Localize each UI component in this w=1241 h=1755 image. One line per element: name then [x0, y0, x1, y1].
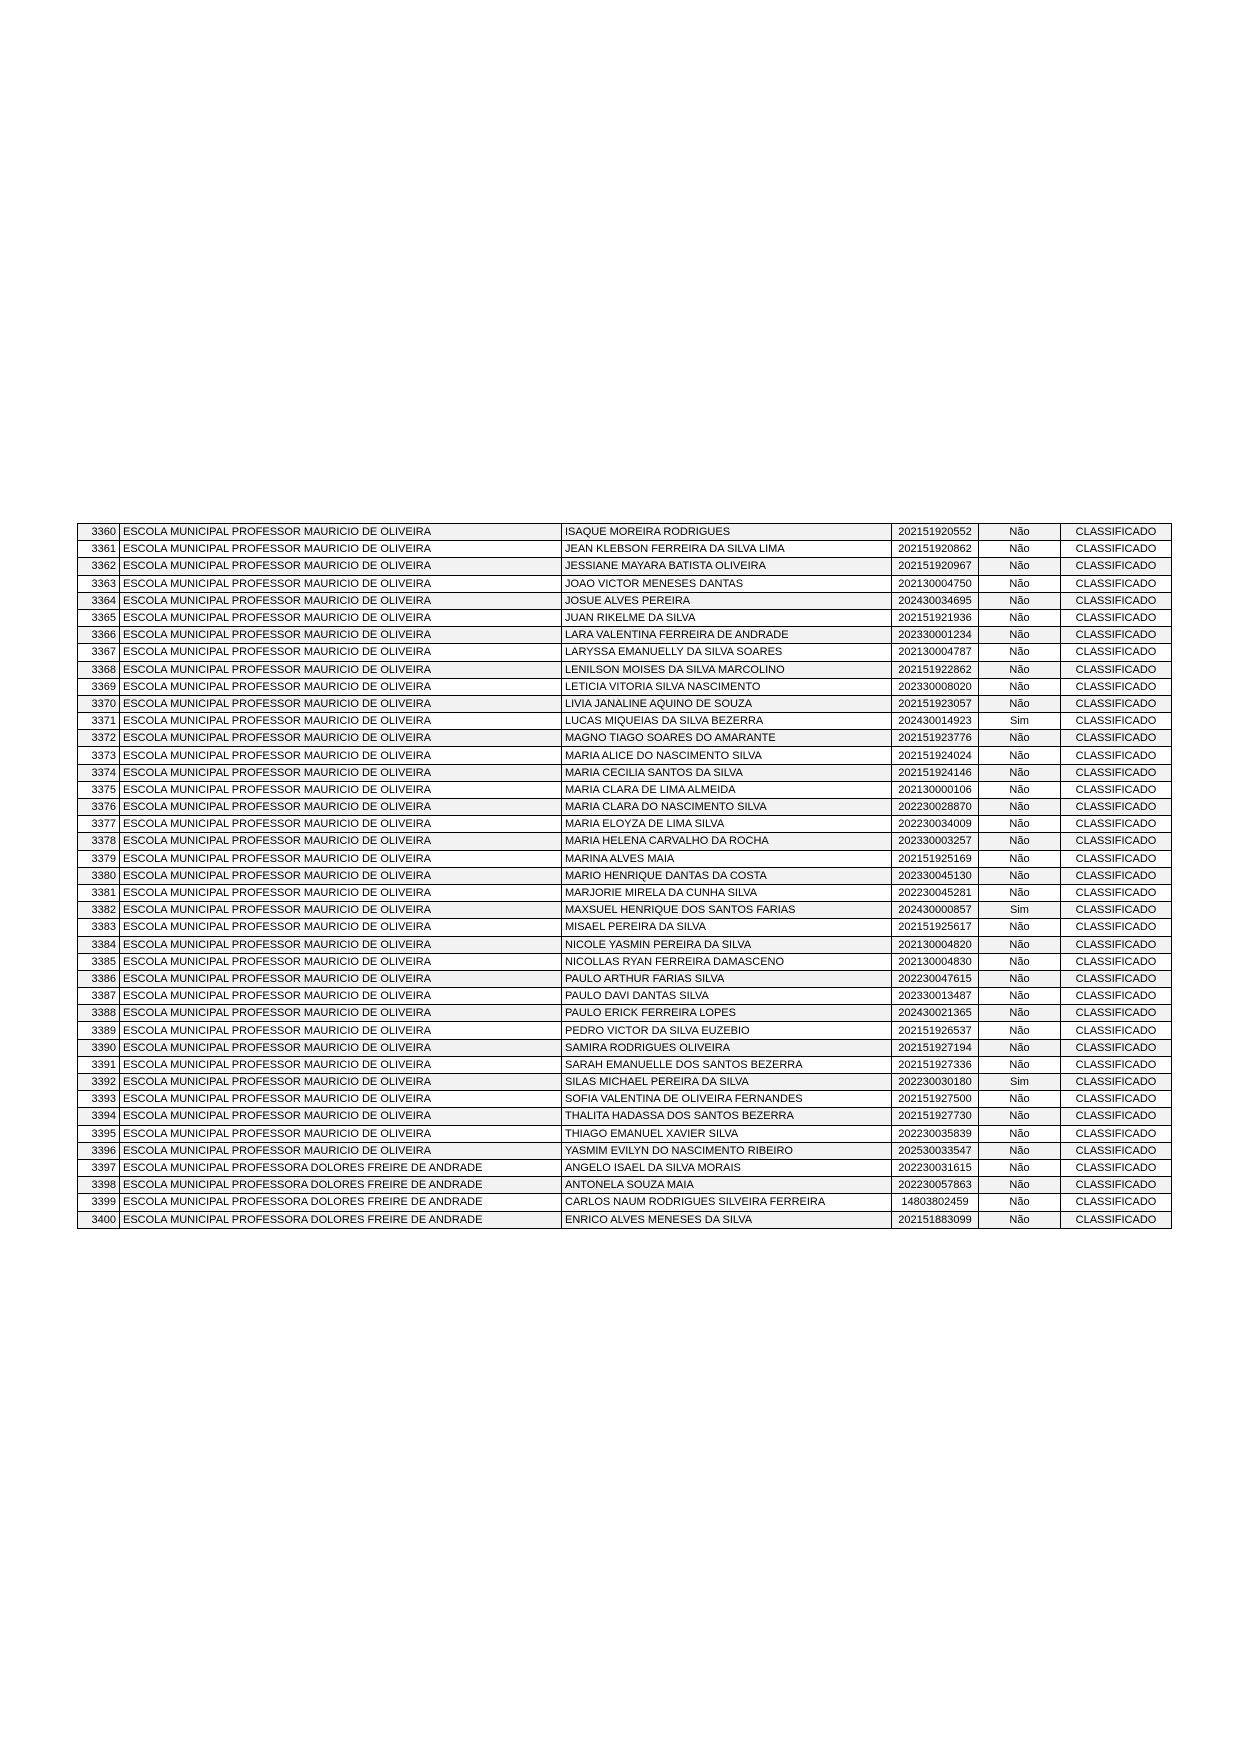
table-body — [78, 524, 1172, 1229]
quota-flag: Não — [979, 1039, 1061, 1056]
school-name: ESCOLA MUNICIPAL PROFESSORA DOLORES FREIRE DE ANDRADE — [120, 1211, 562, 1228]
status-label: CLASSIFICADO — [1061, 1091, 1172, 1108]
school-name: ESCOLA MUNICIPAL PROFESSOR MAURICIO DE OLIVEIRA — [120, 1039, 562, 1056]
table-row — [78, 747, 1172, 764]
status-label: CLASSIFICADO — [1061, 1125, 1172, 1142]
row-number: 3373 — [78, 747, 120, 764]
school-name: ESCOLA MUNICIPAL PROFESSOR MAURICIO DE OLIVEIRA — [120, 541, 562, 558]
student-name: YASMIM EVILYN DO NASCIMENTO RIBEIRO — [562, 1142, 892, 1159]
student-name: LARA VALENTINA FERREIRA DE ANDRADE — [562, 627, 892, 644]
student-name: ANGELO ISAEL DA SILVA MORAIS — [562, 1159, 892, 1176]
row-number: 3398 — [78, 1177, 120, 1194]
registration-code: 202151921936 — [892, 609, 979, 626]
status-label: CLASSIFICADO — [1061, 1108, 1172, 1125]
school-name: ESCOLA MUNICIPAL PROFESSOR MAURICIO DE OLIVEIRA — [120, 1142, 562, 1159]
table-row — [78, 1159, 1172, 1176]
registration-code: 202230031615 — [892, 1159, 979, 1176]
registration-code: 202230030180 — [892, 1074, 979, 1091]
status-label: CLASSIFICADO — [1061, 1159, 1172, 1176]
row-number: 3392 — [78, 1074, 120, 1091]
student-name: THIAGO EMANUEL XAVIER SILVA — [562, 1125, 892, 1142]
quota-flag: Não — [979, 730, 1061, 747]
registration-code: 202130000106 — [892, 781, 979, 798]
row-number: 3362 — [78, 558, 120, 575]
registration-code: 202230035839 — [892, 1125, 979, 1142]
table-row — [78, 1056, 1172, 1073]
status-label: CLASSIFICADO — [1061, 609, 1172, 626]
status-label: CLASSIFICADO — [1061, 1005, 1172, 1022]
school-name: ESCOLA MUNICIPAL PROFESSOR MAURICIO DE OLIVEIRA — [120, 644, 562, 661]
status-label: CLASSIFICADO — [1061, 541, 1172, 558]
student-name: NICOLLAS RYAN FERREIRA DAMASCENO — [562, 953, 892, 970]
status-label: CLASSIFICADO — [1061, 661, 1172, 678]
table-row — [78, 1108, 1172, 1125]
table-row — [78, 1005, 1172, 1022]
registration-code: 202130004820 — [892, 936, 979, 953]
quota-flag: Não — [979, 524, 1061, 541]
table-row — [78, 1074, 1172, 1091]
status-label: CLASSIFICADO — [1061, 850, 1172, 867]
school-name: ESCOLA MUNICIPAL PROFESSOR MAURICIO DE OLIVEIRA — [120, 936, 562, 953]
table-row — [78, 953, 1172, 970]
quota-flag: Não — [979, 558, 1061, 575]
status-label: CLASSIFICADO — [1061, 884, 1172, 901]
row-number: 3394 — [78, 1108, 120, 1125]
row-number: 3371 — [78, 713, 120, 730]
student-name: MARIA ALICE DO NASCIMENTO SILVA — [562, 747, 892, 764]
table-row — [78, 661, 1172, 678]
status-label: CLASSIFICADO — [1061, 695, 1172, 712]
student-name: JOSUE ALVES PEREIRA — [562, 592, 892, 609]
row-number: 3367 — [78, 644, 120, 661]
status-label: CLASSIFICADO — [1061, 919, 1172, 936]
table-row — [78, 970, 1172, 987]
status-label: CLASSIFICADO — [1061, 833, 1172, 850]
row-number: 3372 — [78, 730, 120, 747]
student-name: MISAEL PEREIRA DA SILVA — [562, 919, 892, 936]
status-label: CLASSIFICADO — [1061, 799, 1172, 816]
quota-flag: Não — [979, 541, 1061, 558]
school-name: ESCOLA MUNICIPAL PROFESSOR MAURICIO DE OLIVEIRA — [120, 558, 562, 575]
registration-code: 202151883099 — [892, 1211, 979, 1228]
quota-flag: Não — [979, 799, 1061, 816]
student-name: LUCAS MIQUEIAS DA SILVA BEZERRA — [562, 713, 892, 730]
school-name: ESCOLA MUNICIPAL PROFESSOR MAURICIO DE OLIVEIRA — [120, 730, 562, 747]
student-name: SOFIA VALENTINA DE OLIVEIRA FERNANDES — [562, 1091, 892, 1108]
table-row — [78, 1211, 1172, 1228]
registration-code: 202130004787 — [892, 644, 979, 661]
table-row — [78, 575, 1172, 592]
school-name: ESCOLA MUNICIPAL PROFESSORA DOLORES FREIRE DE ANDRADE — [120, 1177, 562, 1194]
row-number: 3369 — [78, 678, 120, 695]
status-label: CLASSIFICADO — [1061, 953, 1172, 970]
table-row — [78, 524, 1172, 541]
student-name: MARINA ALVES MAIA — [562, 850, 892, 867]
student-name: PEDRO VICTOR DA SILVA EUZEBIO — [562, 1022, 892, 1039]
quota-flag: Não — [979, 970, 1061, 987]
school-name: ESCOLA MUNICIPAL PROFESSOR MAURICIO DE OLIVEIRA — [120, 816, 562, 833]
row-number: 3393 — [78, 1091, 120, 1108]
registration-code: 202230028870 — [892, 799, 979, 816]
table-row — [78, 902, 1172, 919]
status-label: CLASSIFICADO — [1061, 644, 1172, 661]
registration-code: 202330003257 — [892, 833, 979, 850]
status-label: CLASSIFICADO — [1061, 524, 1172, 541]
row-number: 3361 — [78, 541, 120, 558]
quota-flag: Não — [979, 850, 1061, 867]
quota-flag: Não — [979, 764, 1061, 781]
row-number: 3364 — [78, 592, 120, 609]
student-name: LENILSON MOISES DA SILVA MARCOLINO — [562, 661, 892, 678]
school-name: ESCOLA MUNICIPAL PROFESSOR MAURICIO DE OLIVEIRA — [120, 781, 562, 798]
quota-flag: Não — [979, 1142, 1061, 1159]
status-label: CLASSIFICADO — [1061, 592, 1172, 609]
student-name: PAULO ERICK FERREIRA LOPES — [562, 1005, 892, 1022]
table-row — [78, 799, 1172, 816]
registration-code: 202130004830 — [892, 953, 979, 970]
school-name: ESCOLA MUNICIPAL PROFESSORA DOLORES FREIRE DE ANDRADE — [120, 1159, 562, 1176]
quota-flag: Não — [979, 867, 1061, 884]
status-label: CLASSIFICADO — [1061, 558, 1172, 575]
status-label: CLASSIFICADO — [1061, 1211, 1172, 1228]
registration-code: 202330013487 — [892, 988, 979, 1005]
row-number: 3387 — [78, 988, 120, 1005]
row-number: 3397 — [78, 1159, 120, 1176]
school-name: ESCOLA MUNICIPAL PROFESSOR MAURICIO DE OLIVEIRA — [120, 678, 562, 695]
status-label: CLASSIFICADO — [1061, 816, 1172, 833]
student-name: MAGNO TIAGO SOARES DO AMARANTE — [562, 730, 892, 747]
status-label: CLASSIFICADO — [1061, 1142, 1172, 1159]
status-label: CLASSIFICADO — [1061, 627, 1172, 644]
status-label: CLASSIFICADO — [1061, 1056, 1172, 1073]
school-name: ESCOLA MUNICIPAL PROFESSOR MAURICIO DE OLIVEIRA — [120, 627, 562, 644]
school-name: ESCOLA MUNICIPAL PROFESSOR MAURICIO DE OLIVEIRA — [120, 799, 562, 816]
registration-code: 202151920552 — [892, 524, 979, 541]
quota-flag: Não — [979, 833, 1061, 850]
school-name: ESCOLA MUNICIPAL PROFESSOR MAURICIO DE OLIVEIRA — [120, 661, 562, 678]
document-page — [77, 523, 1171, 1229]
row-number: 3384 — [78, 936, 120, 953]
student-name: MARIA ELOYZA DE LIMA SILVA — [562, 816, 892, 833]
table-row — [78, 1091, 1172, 1108]
student-name: LETICIA VITORIA SILVA NASCIMENTO — [562, 678, 892, 695]
row-number: 3370 — [78, 695, 120, 712]
table-row — [78, 833, 1172, 850]
status-label: CLASSIFICADO — [1061, 988, 1172, 1005]
quota-flag: Não — [979, 592, 1061, 609]
row-number: 3385 — [78, 953, 120, 970]
school-name: ESCOLA MUNICIPAL PROFESSOR MAURICIO DE OLIVEIRA — [120, 1091, 562, 1108]
row-number: 3389 — [78, 1022, 120, 1039]
school-name: ESCOLA MUNICIPAL PROFESSOR MAURICIO DE OLIVEIRA — [120, 833, 562, 850]
status-label: CLASSIFICADO — [1061, 678, 1172, 695]
registration-code: 202151927500 — [892, 1091, 979, 1108]
school-name: ESCOLA MUNICIPAL PROFESSOR MAURICIO DE OLIVEIRA — [120, 1022, 562, 1039]
student-name: MARIO HENRIQUE DANTAS DA COSTA — [562, 867, 892, 884]
school-name: ESCOLA MUNICIPAL PROFESSOR MAURICIO DE OLIVEIRA — [120, 884, 562, 901]
quota-flag: Não — [979, 747, 1061, 764]
row-number: 3366 — [78, 627, 120, 644]
student-name: PAULO ARTHUR FARIAS SILVA — [562, 970, 892, 987]
quota-flag: Não — [979, 1194, 1061, 1211]
registration-code: 202151920862 — [892, 541, 979, 558]
student-name: PAULO DAVI DANTAS SILVA — [562, 988, 892, 1005]
student-name: ENRICO ALVES MENESES DA SILVA — [562, 1211, 892, 1228]
student-name: THALITA HADASSA DOS SANTOS BEZERRA — [562, 1108, 892, 1125]
table-row — [78, 678, 1172, 695]
registration-code: 202151924024 — [892, 747, 979, 764]
row-number: 3386 — [78, 970, 120, 987]
quota-flag: Não — [979, 1022, 1061, 1039]
quota-flag: Não — [979, 575, 1061, 592]
school-name: ESCOLA MUNICIPAL PROFESSOR MAURICIO DE OLIVEIRA — [120, 764, 562, 781]
table-row — [78, 1142, 1172, 1159]
quota-flag: Não — [979, 1005, 1061, 1022]
registration-code: 202330008020 — [892, 678, 979, 695]
status-label: CLASSIFICADO — [1061, 1194, 1172, 1211]
row-number: 3376 — [78, 799, 120, 816]
school-name: ESCOLA MUNICIPAL PROFESSOR MAURICIO DE OLIVEIRA — [120, 867, 562, 884]
quota-flag: Não — [979, 953, 1061, 970]
school-name: ESCOLA MUNICIPAL PROFESSOR MAURICIO DE OLIVEIRA — [120, 695, 562, 712]
quota-flag: Não — [979, 661, 1061, 678]
student-name: MARIA CLARA DO NASCIMENTO SILVA — [562, 799, 892, 816]
row-number: 3365 — [78, 609, 120, 626]
row-number: 3368 — [78, 661, 120, 678]
classification-table — [77, 523, 1172, 1229]
table-row — [78, 1022, 1172, 1039]
registration-code: 202230034009 — [892, 816, 979, 833]
registration-code: 202151926537 — [892, 1022, 979, 1039]
registration-code: 202151927194 — [892, 1039, 979, 1056]
student-name: MARIA HELENA CARVALHO DA ROCHA — [562, 833, 892, 850]
quota-flag: Não — [979, 1108, 1061, 1125]
status-label: CLASSIFICADO — [1061, 902, 1172, 919]
quota-flag: Não — [979, 988, 1061, 1005]
school-name: ESCOLA MUNICIPAL PROFESSOR MAURICIO DE OLIVEIRA — [120, 1056, 562, 1073]
student-name: MARIA CLARA DE LIMA ALMEIDA — [562, 781, 892, 798]
registration-code: 202230057863 — [892, 1177, 979, 1194]
student-name: SARAH EMANUELLE DOS SANTOS BEZERRA — [562, 1056, 892, 1073]
school-name: ESCOLA MUNICIPAL PROFESSOR MAURICIO DE OLIVEIRA — [120, 953, 562, 970]
registration-code: 202151925169 — [892, 850, 979, 867]
student-name: JOAO VICTOR MENESES DANTAS — [562, 575, 892, 592]
quota-flag: Não — [979, 781, 1061, 798]
quota-flag: Sim — [979, 713, 1061, 730]
row-number: 3381 — [78, 884, 120, 901]
registration-code: 202151923057 — [892, 695, 979, 712]
status-label: CLASSIFICADO — [1061, 747, 1172, 764]
table-row — [78, 936, 1172, 953]
school-name: ESCOLA MUNICIPAL PROFESSOR MAURICIO DE OLIVEIRA — [120, 575, 562, 592]
student-name: MARJORIE MIRELA DA CUNHA SILVA — [562, 884, 892, 901]
status-label: CLASSIFICADO — [1061, 781, 1172, 798]
row-number: 3379 — [78, 850, 120, 867]
student-name: MAXSUEL HENRIQUE DOS SANTOS FARIAS — [562, 902, 892, 919]
status-label: CLASSIFICADO — [1061, 970, 1172, 987]
row-number: 3390 — [78, 1039, 120, 1056]
registration-code: 202230047615 — [892, 970, 979, 987]
quota-flag: Não — [979, 1091, 1061, 1108]
student-name: LIVIA JANALINE AQUINO DE SOUZA — [562, 695, 892, 712]
registration-code: 202151925617 — [892, 919, 979, 936]
quota-flag: Sim — [979, 1074, 1061, 1091]
school-name: ESCOLA MUNICIPAL PROFESSOR MAURICIO DE OLIVEIRA — [120, 919, 562, 936]
quota-flag: Sim — [979, 902, 1061, 919]
school-name: ESCOLA MUNICIPAL PROFESSOR MAURICIO DE OLIVEIRA — [120, 609, 562, 626]
student-name: JUAN RIKELME DA SILVA — [562, 609, 892, 626]
registration-code: 202330001234 — [892, 627, 979, 644]
registration-code: 202151923776 — [892, 730, 979, 747]
quota-flag: Não — [979, 678, 1061, 695]
quota-flag: Não — [979, 1159, 1061, 1176]
table-row — [78, 1125, 1172, 1142]
student-name: MARIA CECILIA SANTOS DA SILVA — [562, 764, 892, 781]
school-name: ESCOLA MUNICIPAL PROFESSOR MAURICIO DE OLIVEIRA — [120, 1108, 562, 1125]
quota-flag: Não — [979, 1056, 1061, 1073]
row-number: 3395 — [78, 1125, 120, 1142]
registration-code: 202430014923 — [892, 713, 979, 730]
table-row — [78, 884, 1172, 901]
row-number: 3391 — [78, 1056, 120, 1073]
school-name: ESCOLA MUNICIPAL PROFESSOR MAURICIO DE OLIVEIRA — [120, 850, 562, 867]
table-row — [78, 627, 1172, 644]
status-label: CLASSIFICADO — [1061, 1022, 1172, 1039]
registration-code: 202151922862 — [892, 661, 979, 678]
student-name: JESSIANE MAYARA BATISTA OLIVEIRA — [562, 558, 892, 575]
table-row — [78, 850, 1172, 867]
registration-code: 202530033547 — [892, 1142, 979, 1159]
quota-flag: Não — [979, 1177, 1061, 1194]
quota-flag: Não — [979, 609, 1061, 626]
row-number: 3378 — [78, 833, 120, 850]
school-name: ESCOLA MUNICIPAL PROFESSORA DOLORES FREIRE DE ANDRADE — [120, 1194, 562, 1211]
quota-flag: Não — [979, 919, 1061, 936]
row-number: 3375 — [78, 781, 120, 798]
table-row — [78, 713, 1172, 730]
school-name: ESCOLA MUNICIPAL PROFESSOR MAURICIO DE OLIVEIRA — [120, 902, 562, 919]
school-name: ESCOLA MUNICIPAL PROFESSOR MAURICIO DE OLIVEIRA — [120, 1005, 562, 1022]
registration-code: 202151927730 — [892, 1108, 979, 1125]
registration-code: 202430021365 — [892, 1005, 979, 1022]
status-label: CLASSIFICADO — [1061, 1039, 1172, 1056]
status-label: CLASSIFICADO — [1061, 936, 1172, 953]
school-name: ESCOLA MUNICIPAL PROFESSOR MAURICIO DE OLIVEIRA — [120, 747, 562, 764]
quota-flag: Não — [979, 884, 1061, 901]
student-name: SAMIRA RODRIGUES OLIVEIRA — [562, 1039, 892, 1056]
row-number: 3374 — [78, 764, 120, 781]
row-number: 3380 — [78, 867, 120, 884]
table-row — [78, 541, 1172, 558]
status-label: CLASSIFICADO — [1061, 867, 1172, 884]
table-row — [78, 1177, 1172, 1194]
table-row — [78, 592, 1172, 609]
status-label: CLASSIFICADO — [1061, 764, 1172, 781]
table-row — [78, 816, 1172, 833]
table-row — [78, 988, 1172, 1005]
quota-flag: Não — [979, 1125, 1061, 1142]
quota-flag: Não — [979, 695, 1061, 712]
student-name: ISAQUE MOREIRA RODRIGUES — [562, 524, 892, 541]
registration-code: 202151927336 — [892, 1056, 979, 1073]
school-name: ESCOLA MUNICIPAL PROFESSOR MAURICIO DE OLIVEIRA — [120, 713, 562, 730]
row-number: 3399 — [78, 1194, 120, 1211]
registration-code: 202230045281 — [892, 884, 979, 901]
registration-code: 202151920967 — [892, 558, 979, 575]
quota-flag: Não — [979, 627, 1061, 644]
school-name: ESCOLA MUNICIPAL PROFESSOR MAURICIO DE OLIVEIRA — [120, 988, 562, 1005]
quota-flag: Não — [979, 936, 1061, 953]
table-row — [78, 919, 1172, 936]
row-number: 3396 — [78, 1142, 120, 1159]
registration-code: 202130004750 — [892, 575, 979, 592]
table-row — [78, 781, 1172, 798]
row-number: 3400 — [78, 1211, 120, 1228]
table-row — [78, 695, 1172, 712]
school-name: ESCOLA MUNICIPAL PROFESSOR MAURICIO DE OLIVEIRA — [120, 592, 562, 609]
student-name: JEAN KLEBSON FERREIRA DA SILVA LIMA — [562, 541, 892, 558]
status-label: CLASSIFICADO — [1061, 1177, 1172, 1194]
table-row — [78, 1194, 1172, 1211]
table-row — [78, 558, 1172, 575]
student-name: CARLOS NAUM RODRIGUES SILVEIRA FERREIRA — [562, 1194, 892, 1211]
row-number: 3383 — [78, 919, 120, 936]
table-row — [78, 1039, 1172, 1056]
registration-code: 202430034695 — [892, 592, 979, 609]
table-row — [78, 609, 1172, 626]
school-name: ESCOLA MUNICIPAL PROFESSOR MAURICIO DE OLIVEIRA — [120, 1074, 562, 1091]
status-label: CLASSIFICADO — [1061, 575, 1172, 592]
table-row — [78, 764, 1172, 781]
quota-flag: Não — [979, 644, 1061, 661]
registration-code: 202330045130 — [892, 867, 979, 884]
student-name: SILAS MICHAEL PEREIRA DA SILVA — [562, 1074, 892, 1091]
student-name: NICOLE YASMIN PEREIRA DA SILVA — [562, 936, 892, 953]
quota-flag: Não — [979, 816, 1061, 833]
row-number: 3360 — [78, 524, 120, 541]
row-number: 3377 — [78, 816, 120, 833]
status-label: CLASSIFICADO — [1061, 730, 1172, 747]
school-name: ESCOLA MUNICIPAL PROFESSOR MAURICIO DE OLIVEIRA — [120, 970, 562, 987]
status-label: CLASSIFICADO — [1061, 1074, 1172, 1091]
quota-flag: Não — [979, 1211, 1061, 1228]
registration-code: 14803802459 — [892, 1194, 979, 1211]
row-number: 3382 — [78, 902, 120, 919]
student-name: LARYSSA EMANUELLY DA SILVA SOARES — [562, 644, 892, 661]
school-name: ESCOLA MUNICIPAL PROFESSOR MAURICIO DE OLIVEIRA — [120, 1125, 562, 1142]
registration-code: 202430000857 — [892, 902, 979, 919]
row-number: 3388 — [78, 1005, 120, 1022]
table-row — [78, 730, 1172, 747]
table-row — [78, 644, 1172, 661]
row-number: 3363 — [78, 575, 120, 592]
registration-code: 202151924146 — [892, 764, 979, 781]
school-name: ESCOLA MUNICIPAL PROFESSOR MAURICIO DE OLIVEIRA — [120, 524, 562, 541]
student-name: ANTONELA SOUZA MAIA — [562, 1177, 892, 1194]
status-label: CLASSIFICADO — [1061, 713, 1172, 730]
table-row — [78, 867, 1172, 884]
